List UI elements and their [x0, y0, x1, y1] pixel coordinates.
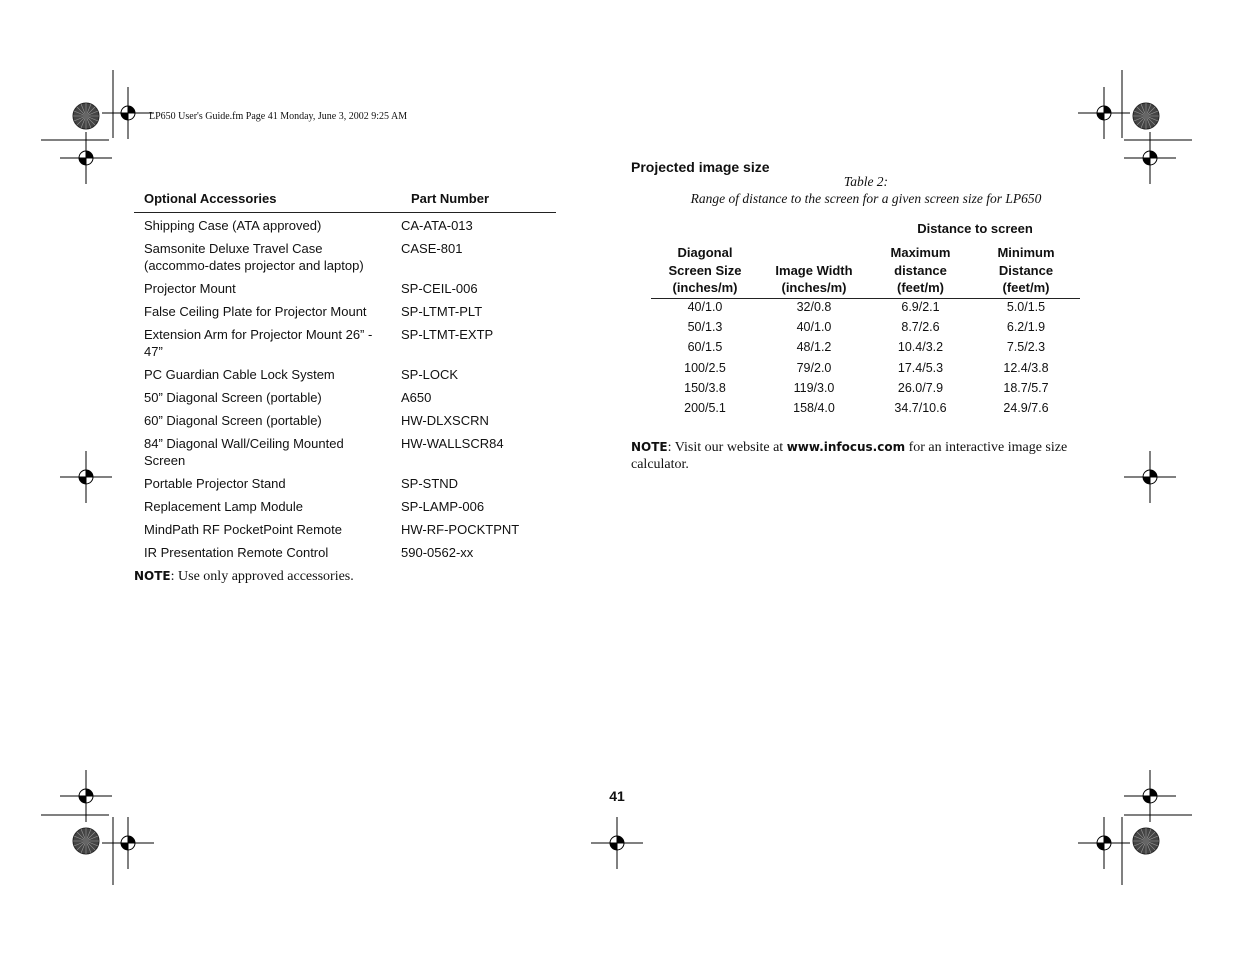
- part-number: HW-RF-POCKTPNT: [401, 522, 520, 537]
- table-row: [134, 363, 556, 386]
- image-width-cell: 48/1.2: [796, 340, 832, 355]
- image-width-cell: 79/2.0: [796, 360, 832, 375]
- screen-size-cell: 50/1.3: [687, 320, 723, 335]
- note-text: : Use only approved accessories.: [170, 569, 354, 584]
- screen-size-cell: 40/1.0: [687, 300, 723, 314]
- table-row: [134, 300, 556, 323]
- accessory-name: PC Guardian Cable Lock System: [144, 367, 335, 382]
- accessories-header-item: Optional Accessories: [144, 191, 277, 206]
- table-caption: Range of distance to the screen for a given screen size for LP650: [690, 191, 1042, 206]
- distance-group-header: Distance to screen: [917, 221, 1033, 236]
- accessories-table: [134, 214, 556, 564]
- table-row: [651, 360, 1080, 380]
- column-header-image-width: Image Width (inches/m): [775, 262, 853, 295]
- accessory-name: Portable Projector Stand: [144, 476, 286, 491]
- table-row: [134, 472, 556, 495]
- max-distance-cell: 17.4/5.3: [897, 360, 944, 375]
- screen-size-cell: 200/5.1: [684, 400, 726, 415]
- accessories-header-part: Part Number: [411, 191, 490, 206]
- accessory-name: Projector Mount: [144, 281, 236, 296]
- table-row: [651, 380, 1080, 400]
- min-distance-cell: 6.2/1.9: [1006, 320, 1046, 335]
- part-number: 590-0562-xx: [401, 545, 474, 560]
- accessories-header-rule: [134, 212, 556, 213]
- part-number: SP-CEIL-006: [401, 281, 478, 296]
- part-number: A650: [401, 390, 432, 405]
- screen-size-cell: 150/3.8: [684, 380, 726, 395]
- min-distance-cell: 12.4/3.8: [1003, 360, 1049, 375]
- part-number: CASE-801: [401, 241, 463, 256]
- min-distance-cell: 18.7/5.7: [1003, 380, 1049, 395]
- max-distance-cell: 8.7/2.6: [901, 320, 940, 335]
- part-number: SP-STND: [401, 476, 459, 491]
- table-row: [651, 299, 1080, 319]
- accessories-note: [134, 569, 354, 585]
- min-distance-cell: 7.5/2.3: [1006, 340, 1046, 355]
- max-distance-cell: 26.0/7.9: [897, 380, 944, 395]
- table-row: [134, 518, 556, 541]
- column-header-maximum-distance: Maximum distance (feet/m): [890, 245, 951, 295]
- max-distance-cell: 6.9/2.1: [901, 300, 940, 314]
- table-row: [651, 319, 1080, 339]
- website-note: NOTE: Visit our website at www.infocus.com for an interactive image size calculator.: [631, 440, 1068, 472]
- part-number: SP-LTMT-EXTP: [401, 327, 494, 342]
- max-distance-cell: 10.4/3.2: [897, 340, 944, 355]
- table-row: [651, 400, 1080, 420]
- note-label: NOTE: [134, 569, 171, 583]
- page-number: 41: [609, 788, 625, 804]
- column-header-diagonal: Diagonal Screen Size (inches/m): [668, 245, 742, 295]
- accessory-name: Extension Arm for Projector Mount 26” - 47”: [144, 327, 373, 359]
- note-label: NOTE: [631, 440, 668, 454]
- accessory-name: Shipping Case (ATA approved): [144, 218, 322, 233]
- accessory-name: 50” Diagonal Screen (portable): [144, 390, 322, 405]
- image-width-cell: 119/3.0: [793, 380, 835, 395]
- table-row: [134, 432, 556, 472]
- min-distance-cell: 5.0/1.5: [1006, 300, 1046, 314]
- accessory-name: IR Presentation Remote Control: [144, 545, 329, 560]
- table-row: [134, 386, 556, 409]
- table-label: Table 2:: [843, 174, 889, 189]
- section-title: Projected image size: [631, 159, 770, 175]
- min-distance-cell: 24.9/7.6: [1003, 400, 1049, 415]
- part-number: SP-LOCK: [401, 367, 459, 382]
- part-number: SP-LTMT-PLT: [401, 304, 483, 319]
- part-number: SP-LAMP-006: [401, 499, 485, 514]
- screen-size-cell: 100/2.5: [684, 360, 726, 375]
- max-distance-cell: 34.7/10.6: [894, 400, 947, 415]
- accessory-name: False Ceiling Plate for Projector Mount: [144, 304, 367, 319]
- table-row: [134, 214, 556, 237]
- accessory-name: Samsonite Deluxe Travel Case (accommo-dates projector and laptop): [144, 241, 364, 273]
- table-row: [134, 495, 556, 518]
- column-header-minimum-distance: Minimum Distance (feet/m): [997, 245, 1055, 295]
- table-row: [134, 541, 556, 564]
- image-width-cell: 32/0.8: [796, 300, 832, 314]
- table-row: [651, 339, 1080, 359]
- accessory-name: Replacement Lamp Module: [144, 499, 303, 514]
- image-width-cell: 40/1.0: [796, 320, 832, 335]
- part-number: HW-DLXSCRN: [401, 413, 489, 428]
- page-header: LP650 User's Guide.fm Page 41 Monday, June 3, 2002 9:25 AM: [149, 111, 408, 122]
- projection-table: [651, 299, 1080, 420]
- accessory-name: MindPath RF PocketPoint Remote: [144, 522, 342, 537]
- part-number: HW-WALLSCR84: [401, 436, 504, 451]
- screen-size-cell: 60/1.5: [687, 340, 723, 355]
- accessory-name: 60” Diagonal Screen (portable): [144, 413, 322, 428]
- table-row: [134, 323, 556, 363]
- part-number: CA-ATA-013: [401, 218, 473, 233]
- table-row: [134, 409, 556, 432]
- table-row: [134, 237, 556, 277]
- table-row: [134, 277, 556, 300]
- website-link[interactable]: www.infocus.com: [786, 440, 906, 454]
- image-width-cell: 158/4.0: [793, 400, 835, 415]
- accessory-name: 84” Diagonal Wall/Ceiling Mounted Screen: [144, 436, 344, 468]
